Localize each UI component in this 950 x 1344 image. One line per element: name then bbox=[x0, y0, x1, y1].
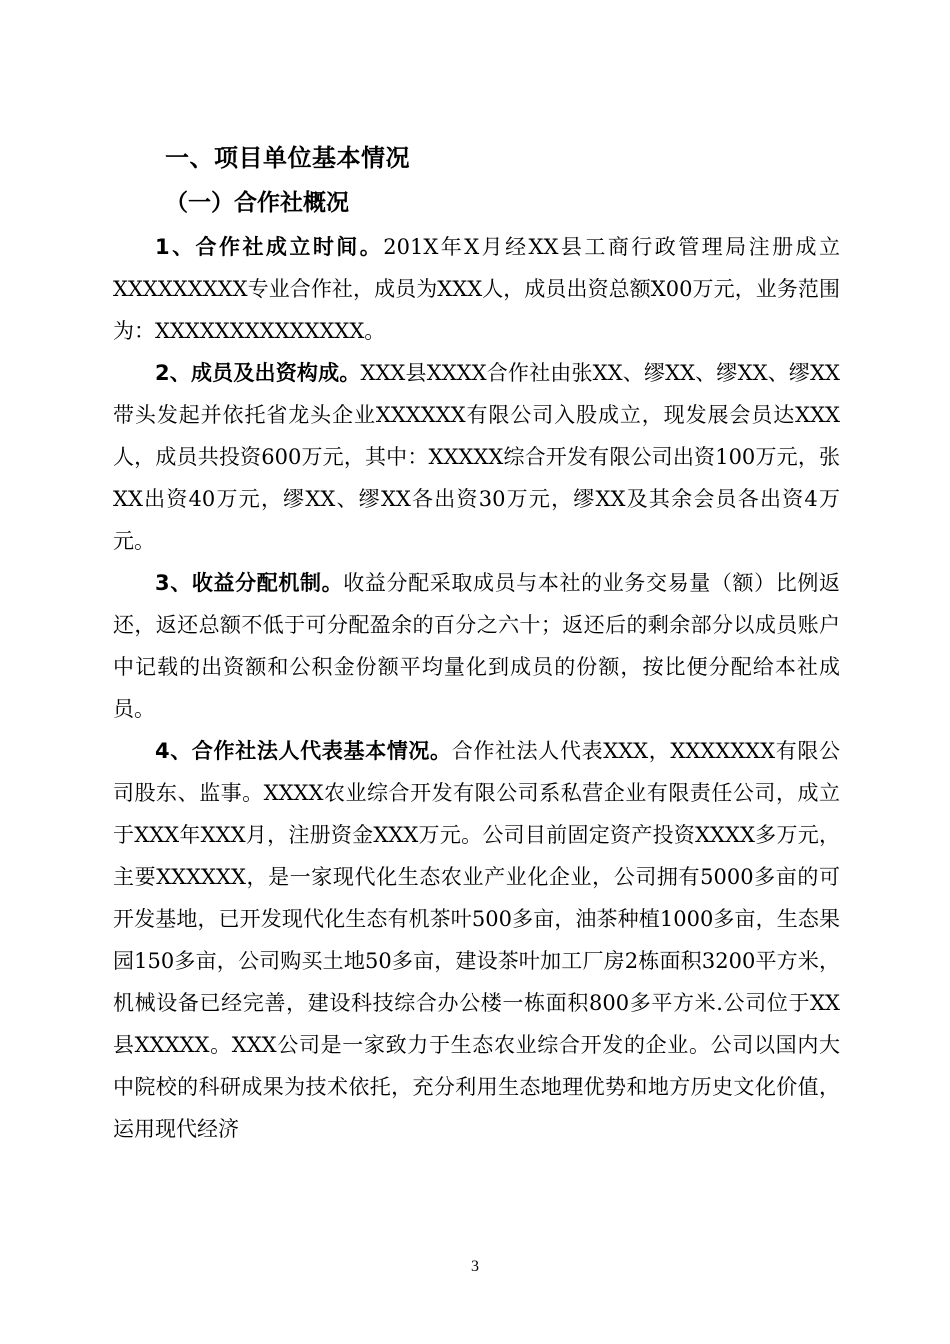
paragraph-text: XXX县XXXX合作社由张XX、缪XX、缪XX、缪XX带头发起并依托省龙头企业XXXXXX有限公司入股成立，现发展会员达XXX人，成员共投资600万元，其中：XXXXX综合开发有限公司出资100万元，张XX出资40万元，缪XX、缪XX各出资30万元，缪XX及其余会员各出资4万元。 bbox=[113, 361, 840, 553]
section-heading: 一、项目单位基本情况 bbox=[165, 144, 410, 172]
paragraph bbox=[113, 730, 840, 1150]
body-text bbox=[113, 226, 840, 1150]
paragraph-text: 收益分配采取成员与本社的业务交易量（额）比例返还，返还总额不低于可分配盈余的百分之六十；返还后的剩余部分以成员账户中记载的出资额和公积金份额平均量化到成员的份额，按比便分配给本社成员。 bbox=[113, 571, 840, 721]
paragraph bbox=[113, 352, 840, 562]
paragraph-lead: 4、合作社法人代表基本情况。 bbox=[155, 739, 452, 763]
paragraph-lead: 2、成员及出资构成。 bbox=[155, 361, 361, 385]
subsection-heading: （一）合作社概况 bbox=[165, 190, 349, 216]
paragraph-lead: 1、合作社成立时间。 bbox=[155, 235, 384, 259]
paragraph-lead: 3、收益分配机制。 bbox=[155, 571, 344, 595]
paragraph bbox=[113, 226, 840, 352]
page-number: 3 bbox=[471, 1258, 479, 1275]
paragraph-text: 201X年X月经XX县工商行政管理局注册成立XXXXXXXXX专业合作社，成员为XXX人，成员出资总额X00万元，业务范围为：XXXXXXXXXXXXXX。 bbox=[113, 235, 840, 343]
paragraph-text: 合作社法人代表XXX，XXXXXXX有限公司股东、监事。XXXX农业综合开发有限公司系私营企业有限责任公司，成立于XXX年XXX月，注册资金XXX万元。公司目前固定资产投资XXXX多万元，主要XXXXXX，是一家现代化生态农业产业化企业，公司拥有5000多亩的可开发基地，已开发现代化生态有机茶叶500多亩，油茶种植1000多亩，生态果园150多亩，公司购买土地50多亩，建设茶叶加工厂房2栋面积3200平方米，机械设备已经完善，建设科技综合办公楼一栋面积800多平方米.公司位于XX县XXXXX。XXX公司是一家致力于生态农业综合开发的企业。公司以国内大中院校的科研成果为技术依托，充分利用生态地理优势和地方历史文化价值，运用现代经济 bbox=[113, 739, 840, 1141]
paragraph bbox=[113, 562, 840, 730]
